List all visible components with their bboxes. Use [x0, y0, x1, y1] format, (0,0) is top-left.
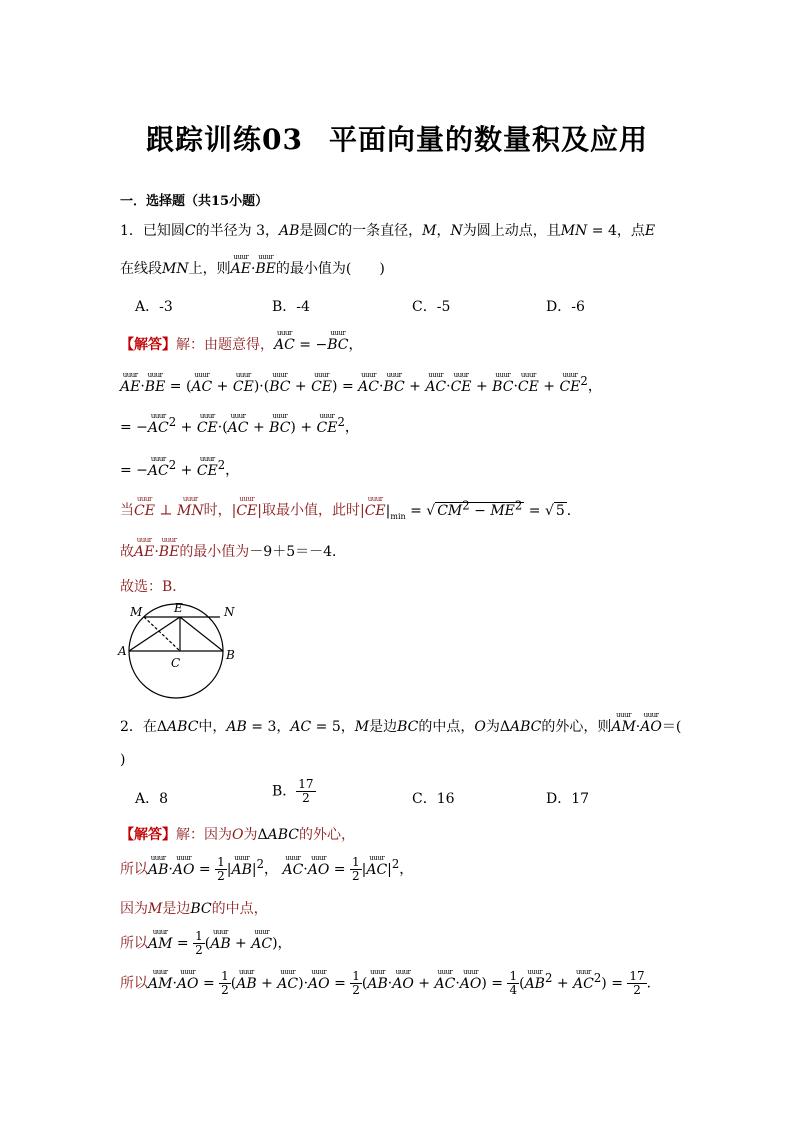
- a2-line4: 所以uuur AM = $\frac{1}{2}$ (uuur AB + uuur AC)，: [120, 930, 292, 957]
- q1-option-d[interactable]: D．-6: [546, 299, 585, 315]
- a1-line6: 故uuur AE·uuur BE的最小值为－9＋5＝－4．: [120, 541, 346, 561]
- a2-line2: 所以uuur AB·uuur AO = $\frac{1}{2}$ |uuur $AB|^2$， uuur AC·uuur AO = $\frac{1}{2}$ |uuur $AC|^2$，: [120, 856, 413, 883]
- a1-line2: uuur AE·uuur BE = (uuur AC + uuur CE)·(uuur BC + uuur CE) = uuur AC·uuur BC + uuur AC·uuur CE + uuur BC·uuur CE + uuur $CE^2$，: [120, 374, 602, 396]
- circle-diagram: [110, 596, 250, 700]
- a1-line7: 故选：B．: [120, 579, 187, 595]
- q1-stem-line2: 在线段MN上，则uuur AE·uuur BE的最小值为( ): [120, 258, 385, 278]
- a1-line3: = −uuur $AC^2$ + uuur CE·(uuur AC + uuur BC) + uuur $CE^2$，: [120, 415, 359, 437]
- segment-be: [180, 617, 223, 651]
- label-b: B: [226, 648, 235, 662]
- segment-mc-dashed: [144, 617, 180, 651]
- q2-option-d[interactable]: D．17: [546, 791, 590, 807]
- a2-line1: 【解答】解：因为O为ΔABC的外心，: [120, 827, 355, 843]
- page-title: 跟踪训练03 平面向量的数量积及应用: [146, 123, 648, 156]
- a2-line3: 因为M是边BC的中点，: [120, 901, 268, 917]
- q2-option-a[interactable]: A．8: [135, 791, 169, 807]
- q2-option-c[interactable]: C．16: [412, 791, 455, 807]
- label-m: M: [130, 605, 143, 619]
- section-heading: 一．选择题（共15小题）: [120, 194, 269, 209]
- q1-stem-line1: 1．已知圆C的半径为 3，AB是圆C的一条直径，M，N为圆上动点，且MN = 4，点E: [120, 223, 656, 239]
- q2-option-b[interactable]: B． $\frac{17}{2}$: [272, 777, 314, 805]
- segment-ae: [129, 617, 180, 651]
- label-n: N: [224, 605, 235, 619]
- q1-option-a[interactable]: A．-3: [135, 299, 173, 315]
- label-e: E: [174, 601, 183, 615]
- label-a: A: [118, 644, 127, 658]
- a1-line1: 【解答】解：由题意得，uuur AC = −uuur BC，: [120, 334, 362, 354]
- label-c: C: [171, 656, 181, 670]
- q2-stem-line1: 2．在ΔABC中，AB = 3，AC = 5，M是边BC的中点，O为ΔABC的外心，则uuur AM·uuur AO＝(: [120, 716, 681, 736]
- a1-line4: = −uuur $AC^2$ + uuur $CE^2$，: [120, 458, 239, 480]
- q2-stem-line2: ): [120, 752, 126, 768]
- q1-option-c[interactable]: C．-5: [412, 299, 451, 315]
- a1-line5: 当uuur CE ⊥ uuur MN时，|uuur CE|取最小值，此时|uuur $CE|_{min}$ = √ $CM^2 - ME^2$ = √ 5 ．: [120, 498, 581, 520]
- a2-line5: 所以uuur AM·uuur AO = $\frac{1}{2}$ (uuur AB + uuur AC)·uuur AO = $\frac{1}{2}$ (uuur AB·uuur AO + uuur AC·uuur AO) = $\frac{1}{4}$ (uuur $AB^2$ + uuur $AC^2$) = $\frac{17}{2}$ ．: [120, 970, 661, 997]
- q1-option-b[interactable]: B．-4: [272, 299, 310, 315]
